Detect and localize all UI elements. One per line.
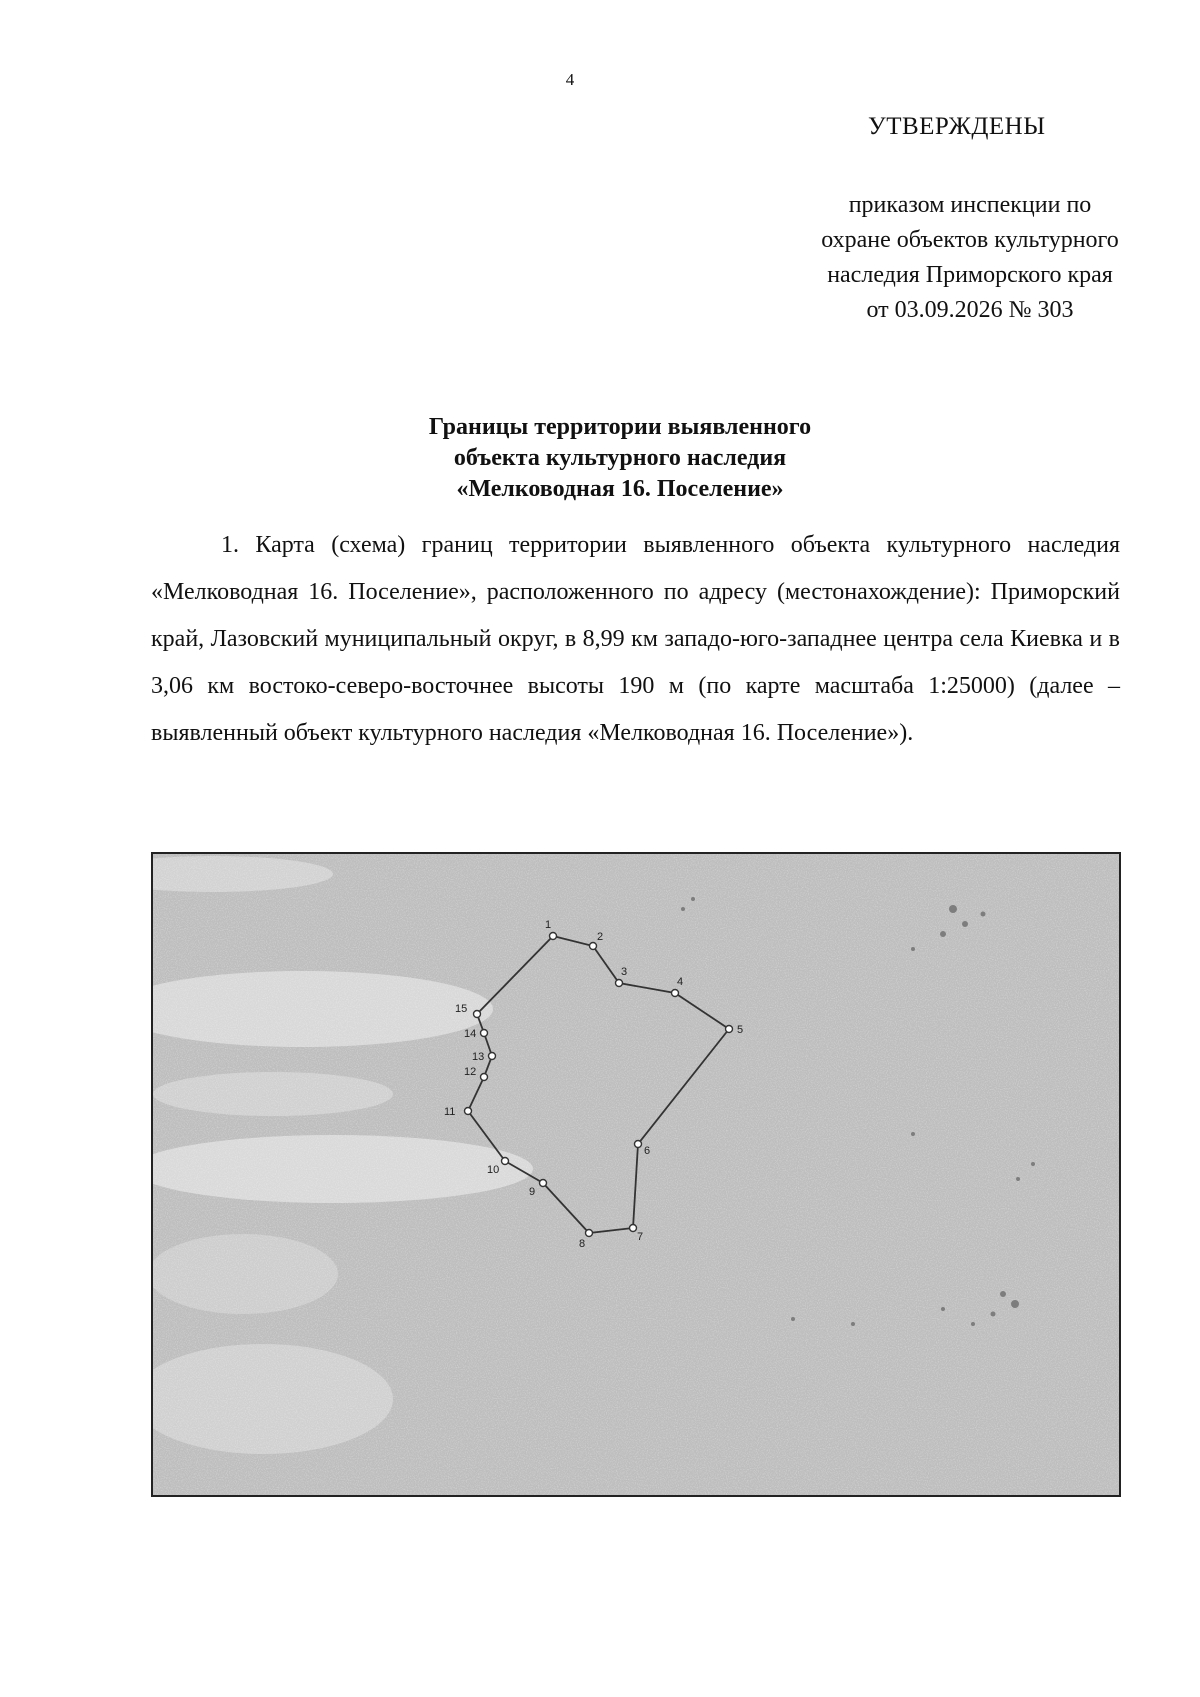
boundary-point-label: 9 xyxy=(529,1186,536,1198)
boundary-point-marker xyxy=(726,1026,733,1033)
boundary-point-marker xyxy=(540,1180,547,1187)
boundary-point-label: 15 xyxy=(455,1003,468,1015)
boundary-point-label: 5 xyxy=(737,1024,744,1036)
boundary-point-marker xyxy=(550,933,557,940)
boundary-point-marker xyxy=(630,1225,637,1232)
approval-line: наследия Приморского края xyxy=(827,262,1113,288)
approval-date-number: от 03.09.2026 № 303 xyxy=(866,297,1074,323)
boundary-point-marker xyxy=(635,1141,642,1148)
boundary-point-label: 13 xyxy=(472,1051,485,1063)
boundary-point-label: 11 xyxy=(444,1106,456,1118)
boundary-point-marker xyxy=(489,1053,496,1060)
boundary-point-marker xyxy=(474,1011,481,1018)
boundary-point-label: 10 xyxy=(487,1164,500,1176)
body-paragraph: 1. Карта (схема) границ территории выявленного объекта культурного наследия «Мелководная 16. Поселение», расположенного по адресу (местонахождение): Приморский край, Лазовский муниципальный округ, в 8,99 км западо-юго-западнее центра села Киевка и в 3,06 км востоко-северо-восточнее высоты 190 м (по карте масштаба 1:25000) (далее – выявленный объект культурного наследия «Мелководная 16. Поселение»). xyxy=(151,532,1120,746)
boundary-map xyxy=(151,852,1121,1497)
approval-order-block xyxy=(760,188,1180,328)
boundary-point-label: 4 xyxy=(677,976,684,988)
boundary-point-marker xyxy=(586,1230,593,1237)
boundary-point-marker xyxy=(616,980,623,987)
approval-line: приказом инспекции по xyxy=(848,192,1092,218)
document-title xyxy=(300,412,940,505)
boundary-point-marker xyxy=(590,943,597,950)
boundary-point-marker xyxy=(502,1158,509,1165)
boundary-point-label: 14 xyxy=(464,1028,477,1040)
boundary-point-label: 12 xyxy=(464,1066,477,1078)
title-line: «Мелководная 16. Поселение» xyxy=(456,476,784,502)
boundary-point-marker xyxy=(672,990,679,997)
boundary-point-label: 3 xyxy=(621,966,628,978)
boundary-point-label: 2 xyxy=(597,931,604,943)
boundary-point-label: 1 xyxy=(545,919,552,931)
boundary-point-marker xyxy=(465,1108,472,1115)
boundary-map-canvas xyxy=(153,854,1119,1495)
page-number: 4 xyxy=(565,70,575,89)
boundary-point-label: 8 xyxy=(579,1238,586,1250)
boundary-point-marker xyxy=(481,1030,488,1037)
boundary-point-marker xyxy=(481,1074,488,1081)
title-line: объекта культурного наследия xyxy=(453,445,787,471)
boundary-point-label: 6 xyxy=(644,1145,651,1157)
approval-heading: УТВЕРЖДЕНЫ xyxy=(868,113,1046,140)
title-line: Границы территории выявленного xyxy=(428,414,812,440)
boundary-point-label: 7 xyxy=(637,1231,644,1243)
approval-line: охране объектов культурного xyxy=(821,227,1119,253)
